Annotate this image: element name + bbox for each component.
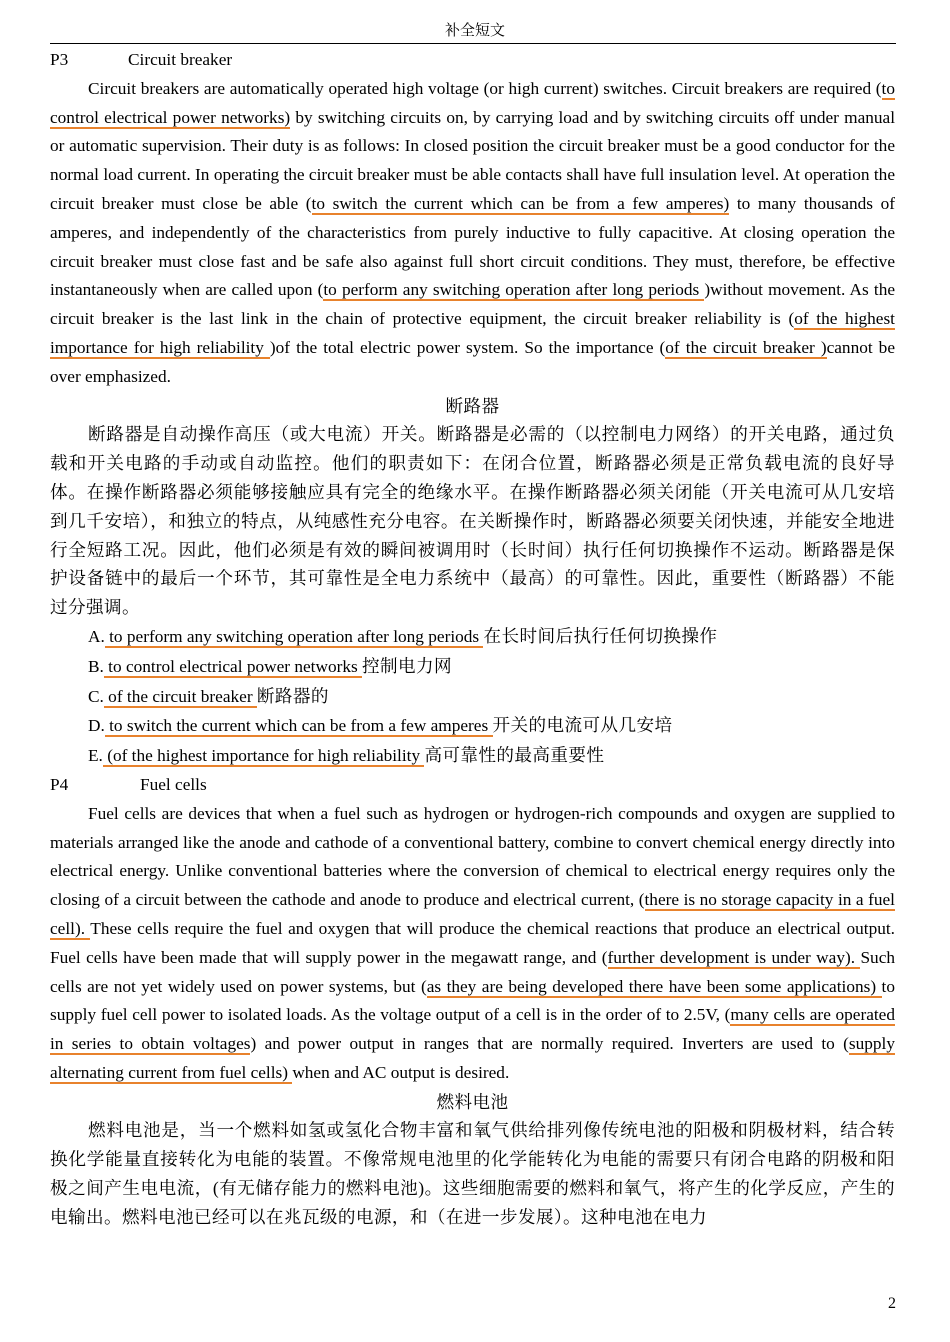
text: )without movement. As the circuit breaker is the last link in the chain of protective equipment, the circuit breaker reliability is ( [50, 280, 896, 329]
text: cannot be over emphasized. [50, 337, 895, 386]
answer-blank: to control electrical power networks) [50, 78, 895, 127]
option-chinese: 高可靠性的最高重要性 [424, 745, 605, 766]
text: Fuel cells are devices that when a fuel such as hydrogen or hydrogen-rich compounds and oxygen are supplied to materials arranged like the anode and cathode of a conventional battery, combine to convert chemical energy directly into electrical energy. Unlike conventional batteries where the conversion of chemical to electrical energy requires only the closing of a circuit between the cathode and anode to produce and electrical current, ( [50, 803, 895, 910]
answer-blank: further development is under way). [607, 947, 861, 967]
option-chinese: 控制电力网 [362, 655, 453, 676]
p3-english-paragraph [50, 75, 895, 392]
option-d [50, 711, 895, 741]
text: Such cells are not yet widely used on power systems, but ( [50, 947, 895, 996]
page-header: 补全短文 [444, 23, 505, 39]
p4-chinese-title: 燃料电池 [436, 1091, 509, 1112]
option-b [50, 652, 895, 682]
section-title: Fuel cells [140, 774, 207, 794]
p3-chinese-title: 断路器 [445, 395, 500, 416]
section-title: Circuit breaker [128, 50, 233, 69]
option-letter: D. [88, 716, 105, 736]
section-heading-p3 [50, 46, 895, 75]
text: when and AC output is desired. [292, 1062, 510, 1082]
option-letter: A. [88, 626, 105, 646]
text: Circuit breakers are automatically operated high voltage (or high current) switches. Circuit breakers are required ( [88, 78, 882, 98]
option-chinese: 开关的电流可从几安培 [492, 715, 673, 736]
text: by switching circuits on, by carrying load and by switching circuits off under manual or automatic supervision. Their duty is as follows: In closed position the circuit breaker must be a good conductor for the normal load current. In operating the circuit breaker must be able contacts shall have full insulation level. At operation the circuit breaker must close be able ( [50, 107, 895, 213]
section-number: P3 [50, 50, 69, 69]
option-e [50, 741, 895, 771]
text: )of the total electric power system. So the importance ( [269, 337, 666, 357]
option-c [50, 682, 895, 712]
answer-blank: to switch the current which can be from a few amperes) [311, 193, 730, 213]
option-english: to switch the current which can be from a few amperes [104, 716, 493, 736]
option-a [50, 622, 895, 652]
answer-blank: supply alternating current from fuel cells) [50, 1034, 895, 1082]
section-heading-p4 [50, 771, 895, 800]
option-letter: B. [88, 656, 104, 676]
answer-blank: to perform any switching operation after long periods [323, 280, 705, 300]
text: ) and power output in ranges that are normally required. Inverters are used to ( [250, 1034, 849, 1054]
answer-blank: of the highest importance for high reliability [50, 309, 895, 357]
header-rule [50, 43, 896, 44]
option-chinese: 在长时间后执行任何切换操作 [483, 625, 718, 646]
section-number: P4 [50, 774, 69, 794]
text: to many thousands of amperes, and independently of the characteristics from purely inductive to fully capacitive. At closing operation the circuit breaker must close fast and be safe also against full short circuit conditions. They must, therefore, be effective instantaneously when are called upon ( [50, 193, 896, 300]
option-english: (of the highest importance for high reliability [102, 746, 425, 766]
answer-blank: as they are being developed there have been some applications) [426, 976, 882, 996]
answer-blank: there is no storage capacity in a fuel cell). [50, 890, 895, 938]
option-chinese: 断路器的 [256, 685, 329, 706]
page-content [50, 46, 895, 1232]
p4-english-paragraph [50, 800, 895, 1088]
text: These cells require the fuel and oxygen that will produce the chemical reactions that produce an electrical output. Fuel cells have been made that will supply power in the megawatt range, and ( [50, 918, 895, 967]
option-letter: E. [88, 746, 103, 766]
text: to supply fuel cell power to isolated loads. As the voltage output of a cell is in the order of to 2.5V, ( [50, 976, 895, 1025]
answer-blank: of the circuit breaker ) [665, 337, 827, 357]
option-english: to control electrical power networks [103, 656, 363, 676]
p3-chinese-paragraph: 断路器是自动操作高压（或大电流）开关。断路器是必需的（以控制电力网络）的开关电路，通过负载和开关电路的手动或自动监控。他们的职责如下：在闭合位置，断路器必须是正常负载电流的良好导体。在操作断路器必须能够接触应具有完全的绝缘水平。在操作断路器必须关闭能（开关电流可从几安培到几千安培），和独立的特点，从纯感性充分电容。在关断操作时，断路器必须要关闭快速，并能安全地进行全短路工况。因此，他们必须是有效的瞬间被调用时（长时间）执行任何切换操作不运动。断路器是保护设备链中的最后一个环节，其可靠性是全电力系统中（最高）的可靠性。因此，重要性（断路器）不能过分强调。 [50, 424, 895, 618]
p4-chinese-paragraph: 燃料电池是，当一个燃料如氢或氢化合物丰富和氧气供给排列像传统电池的阳极和阴极材料，结合转换化学能量直接转化为电能的装置。不像常规电池里的化学能转化为电能的需要只有闭合电路的阴极和阳极之间产生电电流，(有无储存能力的燃料电池)。这些细胞需要的燃料和氧气，将产生的化学反应，产生的电输出。燃料电池已经可以在兆瓦级的电源，和（在进一步发展）。这种电池在电力 [50, 1120, 895, 1227]
option-english: of the circuit breaker [103, 686, 257, 706]
option-letter: C. [88, 686, 104, 706]
option-english: to perform any switching operation after long periods [104, 626, 484, 646]
page-number: 2 [888, 1295, 896, 1312]
answer-blank: many cells are operated in series to obtain voltages [50, 1005, 895, 1054]
